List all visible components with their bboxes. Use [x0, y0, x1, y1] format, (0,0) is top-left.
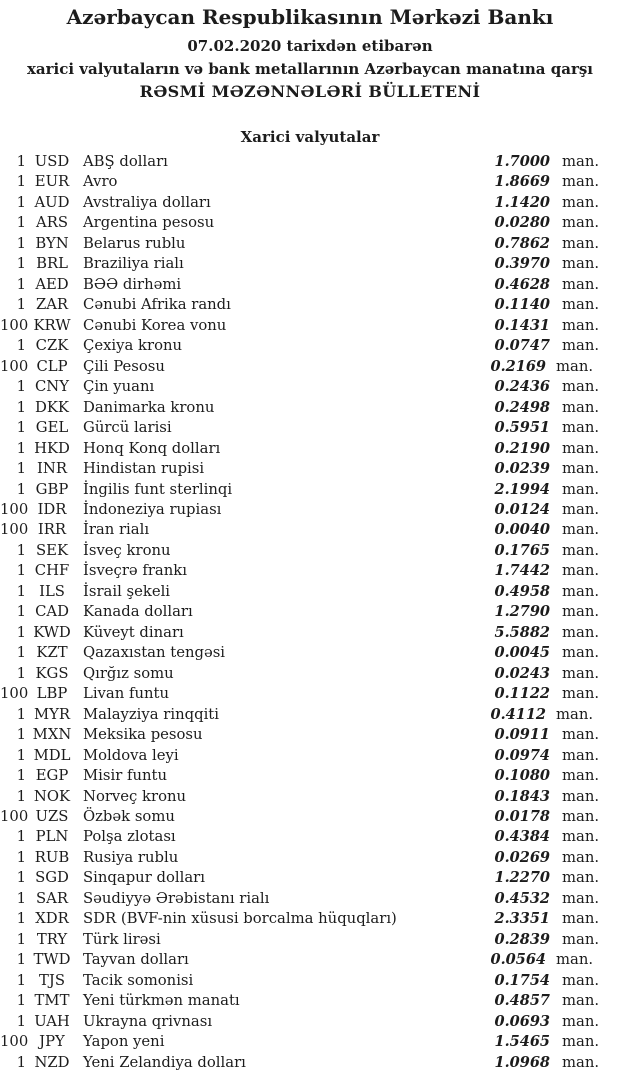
- currency-code: GBP: [35, 480, 69, 498]
- currency-rate: 0.4628: [494, 275, 550, 293]
- currency-qty: 1: [16, 173, 26, 191]
- currency-unit: man.: [562, 869, 600, 887]
- currency-unit: man.: [556, 951, 594, 969]
- currency-name: Gürcü larisi: [83, 419, 172, 437]
- currency-rate: 0.0269: [494, 848, 550, 866]
- currency-unit: man.: [562, 1012, 600, 1030]
- currency-code: HKD: [34, 439, 70, 457]
- currency-rate: 0.0045: [494, 644, 550, 662]
- currency-unit: man.: [562, 1053, 600, 1071]
- currency-name: Livan funtu: [83, 685, 169, 703]
- currency-rate: 0.0178: [494, 808, 550, 825]
- currency-row: [0, 705, 620, 725]
- currency-qty: 100: [0, 500, 29, 518]
- currency-qty: 1: [16, 582, 26, 600]
- section-title-foreign-currencies: Xarici valyutalar: [240, 128, 380, 146]
- currency-name: Polşa zlotası: [83, 828, 176, 846]
- currency-row: [0, 295, 620, 315]
- currency-name: Norveç kronu: [83, 787, 187, 805]
- currency-row: [0, 459, 620, 479]
- currency-rate: 1.2270: [494, 869, 550, 887]
- currency-row: [0, 602, 620, 622]
- currency-name: Meksika pesosu: [83, 726, 203, 744]
- currency-row: [0, 848, 620, 868]
- currency-name: Çexiya kronu: [83, 337, 183, 355]
- currency-qty: 1: [16, 562, 26, 580]
- currency-rate: 0.0747: [494, 337, 550, 355]
- currency-name: Cənubi Afrika randı: [83, 296, 231, 314]
- currency-code: INR: [37, 460, 67, 478]
- currency-code: NZD: [34, 1053, 70, 1071]
- currency-code: EUR: [34, 173, 70, 191]
- currency-qty: 1: [16, 296, 26, 314]
- currency-unit: man.: [562, 153, 600, 170]
- currency-rate: 1.7000: [494, 153, 550, 170]
- currency-unit: man.: [562, 808, 600, 825]
- currency-rate: 0.2498: [494, 398, 550, 416]
- currency-row: [0, 950, 620, 970]
- currency-rate: 1.5465: [494, 1033, 550, 1051]
- currency-code: MDL: [33, 746, 71, 764]
- currency-unit: man.: [562, 234, 600, 252]
- currency-qty: 1: [16, 1012, 26, 1030]
- currency-code: UZS: [35, 808, 69, 825]
- currency-row: [0, 643, 620, 663]
- currency-rate: 0.0911: [494, 726, 550, 744]
- currency-name: İsveç kronu: [83, 541, 171, 559]
- currency-unit: man.: [562, 767, 600, 785]
- currency-rate: 2.1994: [494, 480, 550, 498]
- currency-unit: man.: [562, 296, 600, 314]
- currency-name: Qırğız somu: [83, 664, 174, 682]
- currency-code: TRY: [36, 930, 68, 948]
- currency-name: Yeni Zelandiya dolları: [83, 1053, 246, 1071]
- currency-qty: 1: [16, 767, 26, 785]
- currency-qty: 1: [16, 1053, 26, 1071]
- currency-qty: 1: [16, 889, 26, 907]
- currency-qty: 1: [16, 787, 26, 805]
- currency-qty: 1: [16, 214, 26, 232]
- currency-name: Danimarka kronu: [83, 398, 215, 416]
- currency-row: [0, 275, 620, 295]
- currency-name: Braziliya rialı: [83, 255, 184, 273]
- currency-name: Özbək somu: [83, 808, 175, 825]
- currency-rate: 0.4958: [494, 582, 550, 600]
- currency-row: [0, 664, 620, 684]
- currency-code: SGD: [35, 869, 69, 887]
- currency-row: [0, 582, 620, 602]
- currency-name: Ukrayna qrivnası: [83, 1012, 213, 1030]
- currency-qty: 1: [16, 603, 26, 621]
- currency-row: [0, 766, 620, 786]
- currency-rate: 0.0040: [494, 521, 550, 539]
- currency-qty: 100: [0, 685, 29, 703]
- bulletin-title: RƏSMİ MƏZƏNNƏLƏRİ BÜLLETENİ: [139, 82, 481, 101]
- currency-name: Kanada dolları: [83, 603, 193, 621]
- currency-rate: 0.5951: [494, 419, 550, 437]
- currency-unit: man.: [562, 746, 600, 764]
- currency-rate: 0.1843: [494, 787, 550, 805]
- currency-row: [0, 1012, 620, 1032]
- currency-qty: 1: [16, 971, 26, 989]
- currency-unit: man.: [562, 992, 600, 1010]
- currency-code: PLN: [35, 828, 69, 846]
- currency-rate: 0.0974: [494, 746, 550, 764]
- currency-row: [0, 480, 620, 500]
- currency-name: İsveçrə frankı: [83, 562, 187, 580]
- currency-qty: 1: [16, 439, 26, 457]
- currency-row: [0, 500, 620, 520]
- currency-unit: man.: [562, 848, 600, 866]
- currency-qty: 1: [16, 193, 26, 211]
- currency-rate: 0.1754: [494, 971, 550, 989]
- currency-name: Yapon yeni: [83, 1033, 165, 1051]
- currency-name: İngilis funt sterlinqi: [83, 480, 233, 498]
- currency-qty: 1: [16, 910, 26, 928]
- currency-code: XDR: [35, 910, 69, 928]
- currency-name: BƏƏ dirhəmi: [83, 275, 182, 293]
- currency-unit: man.: [562, 889, 600, 907]
- currency-name: Yeni türkmən manatı: [83, 992, 240, 1010]
- currency-qty: 1: [16, 623, 26, 641]
- currency-code: CNY: [34, 378, 70, 396]
- currency-unit: man.: [562, 685, 600, 703]
- currency-qty: 1: [16, 848, 26, 866]
- currency-row: [0, 398, 620, 418]
- currency-qty: 100: [0, 316, 29, 334]
- currency-rate: 2.3351: [494, 910, 550, 928]
- currency-unit: man.: [562, 910, 600, 928]
- currency-row: [0, 1053, 620, 1073]
- currency-qty: 100: [0, 357, 29, 375]
- currency-qty: 1: [16, 255, 26, 273]
- currency-rate: 1.8669: [494, 173, 550, 191]
- currency-qty: 100: [0, 521, 29, 539]
- currency-unit: man.: [562, 337, 600, 355]
- currency-row: [0, 746, 620, 766]
- currency-row: [0, 357, 620, 377]
- currency-unit: man.: [562, 971, 600, 989]
- currency-name: SDR (BVF-nin xüsusi borcalma hüquqları): [83, 910, 397, 928]
- currency-code: CHF: [34, 562, 70, 580]
- currency-unit: man.: [562, 726, 600, 744]
- currency-name: ABŞ dolları: [83, 153, 168, 170]
- currency-code: KZT: [36, 644, 68, 662]
- currency-rate: 1.0968: [494, 1053, 550, 1071]
- currency-row: [0, 254, 620, 274]
- currency-code: TMT: [34, 992, 70, 1010]
- currency-qty: 1: [16, 664, 26, 682]
- currency-row: [0, 520, 620, 540]
- currency-unit: man.: [562, 541, 600, 559]
- currency-unit: man.: [562, 603, 600, 621]
- bank-name-title: Azərbaycan Respublikasının Mərkəzi Bankı: [66, 5, 554, 29]
- currency-row: [0, 234, 620, 254]
- currency-name: Belarus rublu: [83, 234, 186, 252]
- currency-code: DKK: [35, 398, 69, 416]
- currency-name: Malayziya rinqqiti: [83, 705, 219, 723]
- currency-code: SEK: [36, 541, 68, 559]
- currency-code: SAR: [36, 889, 68, 907]
- currency-row: [0, 1032, 620, 1052]
- currency-unit: man.: [562, 582, 600, 600]
- currency-row: [0, 909, 620, 929]
- currency-unit: man.: [562, 378, 600, 396]
- currency-qty: 1: [16, 398, 26, 416]
- currency-unit: man.: [562, 480, 600, 498]
- currency-rate: 0.0124: [494, 500, 550, 518]
- currency-code: BYN: [35, 234, 69, 252]
- currency-rate: 0.0239: [494, 460, 550, 478]
- currency-unit: man.: [562, 173, 600, 191]
- currency-code: ZAR: [35, 296, 69, 314]
- currency-name: Sinqapur dolları: [83, 869, 205, 887]
- currency-row: [0, 684, 620, 704]
- currency-code: GEL: [35, 419, 69, 437]
- currency-unit: man.: [562, 214, 600, 232]
- currency-rate: 0.3970: [494, 255, 550, 273]
- currency-qty: 1: [16, 828, 26, 846]
- currency-qty: 1: [16, 541, 26, 559]
- currency-rate: 0.1122: [494, 685, 550, 703]
- currency-name: Moldova leyi: [83, 746, 179, 764]
- currency-row: [0, 623, 620, 643]
- currency-row: [0, 172, 620, 192]
- currency-unit: man.: [562, 787, 600, 805]
- currency-code: TWD: [33, 951, 71, 969]
- currency-name: Tayvan dolları: [83, 951, 189, 969]
- currency-row: [0, 541, 620, 561]
- currency-row: [0, 807, 620, 827]
- currency-row: [0, 827, 620, 847]
- currency-code: USD: [34, 153, 70, 170]
- currency-row: [0, 152, 620, 172]
- currency-code: KWD: [33, 623, 71, 641]
- currency-rate: 0.1140: [494, 296, 550, 314]
- currency-code: CAD: [35, 603, 69, 621]
- currency-qty: 1: [16, 644, 26, 662]
- currency-code: KRW: [33, 316, 71, 334]
- currency-row: [0, 316, 620, 336]
- currency-rate: 0.7862: [494, 234, 550, 252]
- currency-code: UAH: [34, 1012, 70, 1030]
- currency-unit: man.: [562, 316, 600, 334]
- currency-unit: man.: [562, 500, 600, 518]
- currency-rate: 1.7442: [494, 562, 550, 580]
- currency-name: İran rialı: [83, 521, 150, 539]
- currency-name: Səudiyyə Ərəbistanı rialı: [83, 889, 270, 907]
- currency-unit: man.: [562, 419, 600, 437]
- currency-code: NOK: [33, 787, 71, 805]
- currency-rate: 0.2190: [494, 439, 550, 457]
- currency-name: Çili Pesosu: [83, 357, 165, 375]
- currency-code: CLP: [36, 357, 68, 375]
- currency-unit: man.: [562, 664, 600, 682]
- currency-qty: 1: [16, 337, 26, 355]
- currency-rate: 1.1420: [494, 193, 550, 211]
- currency-qty: 1: [16, 153, 26, 170]
- currency-row: [0, 889, 620, 909]
- currency-qty: 1: [16, 869, 26, 887]
- currency-code: KGS: [35, 664, 69, 682]
- currency-row: [0, 971, 620, 991]
- currency-code: MXN: [32, 726, 72, 744]
- currency-rate: 1.2790: [494, 603, 550, 621]
- currency-qty: 1: [16, 419, 26, 437]
- currency-row: [0, 561, 620, 581]
- currency-row: [0, 439, 620, 459]
- currency-rate: 0.0693: [494, 1012, 550, 1030]
- currency-rate: 0.0280: [494, 214, 550, 232]
- currency-qty: 1: [16, 234, 26, 252]
- currency-name: Tacik somonisi: [83, 971, 194, 989]
- currency-unit: man.: [562, 275, 600, 293]
- currency-code: MYR: [33, 705, 71, 723]
- currency-code: ILS: [39, 582, 65, 600]
- currency-name: Cənubi Korea vonu: [83, 316, 227, 334]
- currency-row: [0, 930, 620, 950]
- currency-code: CZK: [35, 337, 69, 355]
- currency-rate: 0.4532: [494, 889, 550, 907]
- currency-rate: 0.2436: [494, 378, 550, 396]
- currency-name: Qazaxıstan tengəsi: [83, 644, 226, 662]
- currency-unit: man.: [562, 460, 600, 478]
- currency-qty: 1: [16, 460, 26, 478]
- currency-code: LBP: [36, 685, 68, 703]
- currency-row: [0, 725, 620, 745]
- currency-qty: 1: [16, 951, 26, 969]
- currency-rate: 0.1765: [494, 541, 550, 559]
- currency-row: [0, 377, 620, 397]
- currency-unit: man.: [562, 255, 600, 273]
- currency-row: [0, 418, 620, 438]
- currency-qty: 1: [16, 726, 26, 744]
- currency-code: BRL: [36, 255, 68, 273]
- currency-unit: man.: [556, 705, 594, 723]
- currency-rate: 0.1080: [494, 767, 550, 785]
- currency-row: [0, 991, 620, 1011]
- currency-qty: 100: [0, 808, 29, 825]
- currency-rate: 0.0564: [490, 951, 546, 969]
- currency-name: İsrail şekeli: [83, 582, 171, 600]
- currency-unit: man.: [562, 1033, 600, 1051]
- currency-qty: 1: [16, 480, 26, 498]
- currency-qty: 1: [16, 992, 26, 1010]
- currency-name: Türk lirəsi: [83, 930, 161, 948]
- currency-qty: 100: [0, 1033, 29, 1051]
- currency-unit: man.: [562, 521, 600, 539]
- currency-rate: 0.4384: [494, 828, 550, 846]
- currency-name: Hindistan rupisi: [83, 460, 205, 478]
- currency-rate: 5.5882: [494, 623, 550, 641]
- currency-row: [0, 868, 620, 888]
- currency-name: Avstraliya dolları: [83, 193, 211, 211]
- currency-code: TJS: [39, 971, 65, 989]
- currency-row: [0, 193, 620, 213]
- currency-qty: 1: [16, 705, 26, 723]
- currency-code: JPY: [39, 1033, 65, 1051]
- currency-row: [0, 336, 620, 356]
- currency-rate: 0.0243: [494, 664, 550, 682]
- currency-code: AED: [35, 275, 69, 293]
- currency-rate: 0.4112: [490, 705, 546, 723]
- currency-unit: man.: [556, 357, 594, 375]
- currency-name: Çin yuanı: [83, 378, 155, 396]
- currency-rate: 0.4857: [494, 992, 550, 1010]
- currency-rate: 0.2839: [494, 930, 550, 948]
- currency-unit: man.: [562, 439, 600, 457]
- currency-name: Misir funtu: [83, 767, 167, 785]
- currency-code: IDR: [37, 500, 67, 518]
- currency-rate: 0.2169: [490, 357, 546, 375]
- currency-unit: man.: [562, 644, 600, 662]
- currency-name: Küveyt dinarı: [83, 623, 184, 641]
- currency-unit: man.: [562, 398, 600, 416]
- currency-unit: man.: [562, 623, 600, 641]
- currency-unit: man.: [562, 562, 600, 580]
- currency-table: [0, 152, 620, 1073]
- currency-name: Rusiya rublu: [83, 848, 179, 866]
- currency-code: RUB: [34, 848, 70, 866]
- currency-name: Honq Konq dolları: [83, 439, 221, 457]
- currency-unit: man.: [562, 828, 600, 846]
- currency-row: [0, 787, 620, 807]
- effective-date-line: 07.02.2020 tarixdən etibarən: [187, 37, 433, 55]
- currency-code: IRR: [37, 521, 67, 539]
- currency-unit: man.: [562, 193, 600, 211]
- currency-code: AUD: [34, 193, 70, 211]
- currency-code: EGP: [35, 767, 69, 785]
- currency-qty: 1: [16, 378, 26, 396]
- currency-code: ARS: [36, 214, 68, 232]
- currency-unit: man.: [562, 930, 600, 948]
- currency-name: Avro: [83, 173, 118, 191]
- currency-name: İndoneziya rupiası: [83, 500, 222, 518]
- currency-qty: 1: [16, 930, 26, 948]
- currency-qty: 1: [16, 746, 26, 764]
- currency-qty: 1: [16, 275, 26, 293]
- bulletin-subtitle: xarici valyutaların və bank metallarının Azərbaycan manatına qarşı: [26, 60, 594, 78]
- currency-name: Argentina pesosu: [83, 214, 215, 232]
- currency-rate: 0.1431: [494, 316, 550, 334]
- currency-row: [0, 213, 620, 233]
